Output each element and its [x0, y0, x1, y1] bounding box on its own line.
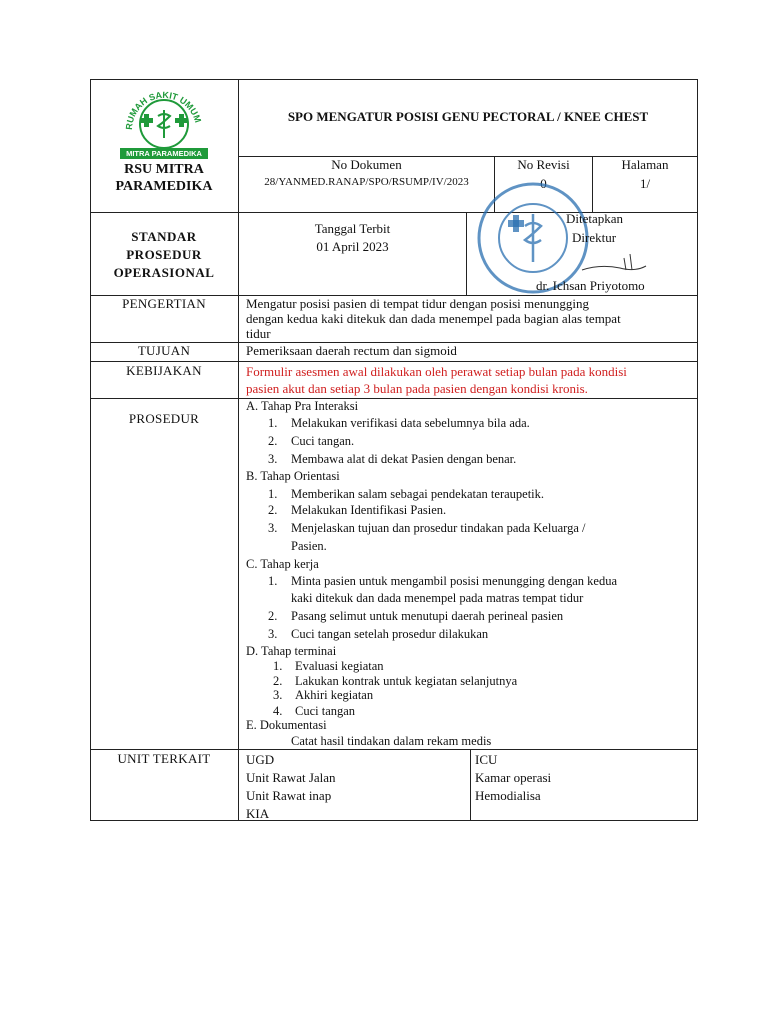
procedure-stage-d: D. Tahap terminai — [246, 644, 337, 658]
prosedur-label: PROSEDUR — [128, 411, 200, 426]
kebijakan-label: KEBIJAKAN — [126, 363, 202, 378]
step-text: Melakukan Identifikasi Pasien. — [291, 503, 447, 517]
step-number: 1. — [268, 416, 278, 430]
tujuan-text: Pemeriksaan daerah rectum dan sigmoid — [246, 343, 457, 358]
revision-value: 0 — [540, 176, 547, 191]
kebijakan-text — [246, 363, 627, 397]
step-text: Cuci tangan. — [291, 434, 355, 448]
doc-number-value: 28/YANMED.RANAP/SPO/RSUMP/IV/2023 — [264, 176, 469, 188]
hospital-name — [91, 161, 237, 195]
step-number: 2. — [268, 434, 278, 448]
spo-label-line1: STANDAR — [131, 229, 197, 244]
step-text: Lakukan kontrak untuk kegiatan selanjutnya — [295, 674, 518, 688]
page-label: Halaman — [621, 157, 669, 172]
pengertian-line: dengan kedua kaki ditekuk dan dada menempel pada bagian alas tempat — [246, 311, 621, 326]
spo-label-line3: OPERASIONAL — [113, 265, 215, 280]
unit-item: KIA — [246, 806, 270, 821]
step-number: 4. — [273, 704, 283, 718]
kebijakan-line: Formulir asesmen awal dilakukan oleh perawat setiap bulan pada kondisi — [246, 364, 627, 379]
step-number: 2. — [268, 503, 278, 517]
step-text: Menjelaskan tujuan dan prosedur tindakan pada Keluarga / — [291, 521, 586, 535]
step-number: 3. — [268, 452, 278, 466]
kebijakan-line: pasien akut dan setiap 3 bulan pada pasien dengan kondisi kronis. — [246, 381, 588, 396]
step-number: 3. — [268, 521, 278, 535]
unit-item: Hemodialisa — [475, 788, 541, 803]
signature-icon — [580, 248, 650, 274]
logo-arc-text: RUMAH SAKIT UMUM — [123, 89, 204, 131]
step-number: 3. — [273, 688, 283, 702]
step-text: Minta pasien untuk mengambil posisi menungging dengan kedua — [291, 574, 617, 588]
pengertian-line: tidur — [246, 326, 271, 341]
document-title: SPO MENGATUR POSISI GENU PECTORAL / KNEE CHEST — [287, 109, 649, 124]
procedure-stage-b: B. Tahap Orientasi — [246, 469, 340, 483]
spo-label-line2: PROSEDUR — [126, 247, 202, 262]
unit-item: Unit Rawat Jalan — [246, 770, 336, 785]
step-text: Membawa alat di dekat Pasien dengan benar. — [291, 452, 517, 466]
approval-role: Direktur — [572, 230, 617, 245]
step-number: 1. — [273, 659, 283, 673]
revision-label: No Revisi — [517, 157, 570, 172]
procedure-stage-e: E. Dokumentasi — [246, 718, 327, 732]
unit-item: ICU — [475, 752, 498, 767]
hospital-name-line1: RSU MITRA — [124, 162, 204, 177]
step-text: Catat hasil tindakan dalam rekam medis — [291, 734, 492, 748]
unit-item: Kamar operasi — [475, 770, 552, 785]
hospital-logo — [118, 80, 210, 160]
step-text: kaki ditekuk dan dada menempel pada matras tempat tidur — [291, 591, 584, 605]
pengertian-line: Mengatur posisi pasien di tempat tidur dengan posisi menungging — [246, 296, 590, 311]
logo-banner-text: MITRA PARAMEDIKA — [126, 149, 202, 158]
procedure-stage-c: C. Tahap kerja — [246, 557, 319, 571]
approval-label: Ditetapkan — [566, 211, 624, 226]
doc-number-label: No Dokumen — [331, 157, 402, 172]
units-left — [246, 751, 336, 823]
hospital-name-line2: PARAMEDIKA — [115, 179, 213, 194]
step-text: Cuci tangan — [295, 704, 356, 718]
pengertian-text — [246, 296, 621, 341]
pengertian-label: PENGERTIAN — [122, 296, 206, 311]
step-text: Memberikan salam sebagai pendekatan teraupetik. — [291, 487, 545, 501]
step-text: Melakukan verifikasi data sebelumnya bila ada. — [291, 416, 530, 430]
unit-item: UGD — [246, 752, 275, 767]
units-right — [475, 751, 551, 805]
unit-item: Unit Rawat inap — [246, 788, 332, 803]
step-text: Evaluasi kegiatan — [295, 659, 384, 673]
step-number: 1. — [268, 487, 278, 501]
step-text: Pasang selimut untuk menutupi daerah perineal pasien — [291, 609, 564, 623]
tujuan-label: TUJUAN — [137, 343, 191, 358]
issue-date-label: Tanggal Terbit — [314, 221, 391, 236]
unit-terkait-label: UNIT TERKAIT — [117, 751, 211, 766]
issue-date-value: 01 April 2023 — [316, 239, 389, 254]
step-number: 3. — [268, 627, 278, 641]
procedure-stage-a: A. Tahap Pra Interaksi — [246, 399, 359, 413]
step-number: 2. — [268, 609, 278, 623]
step-text: Cuci tangan setelah prosedur dilakukan — [291, 627, 489, 641]
director-name: dr. Ichsan Priyotomo — [536, 278, 645, 293]
step-number: 2. — [273, 674, 283, 688]
spo-label — [91, 228, 237, 282]
step-text: Pasien. — [291, 539, 327, 553]
page-value: 1/ — [639, 176, 651, 191]
step-text: Akhiri kegiatan — [295, 688, 374, 702]
step-number: 1. — [268, 574, 278, 588]
